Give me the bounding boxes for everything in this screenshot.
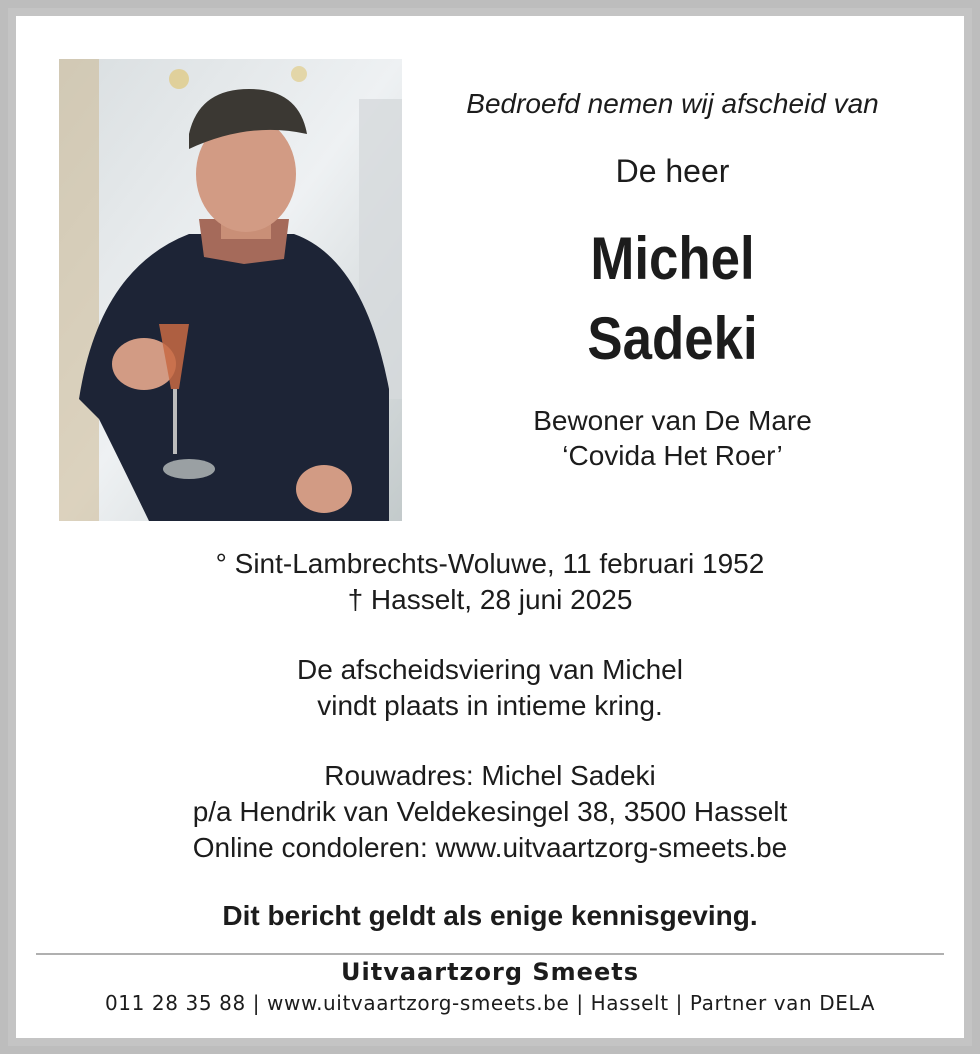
address-line-1: Rouwadres: Michel Sadeki [324, 760, 656, 791]
death-line: † Hasselt, 28 juni 2025 [347, 584, 633, 615]
funeral-company-contact: 011 28 35 88 | www.uitvaartzorg-smeets.be | Hasselt | Partner van DELA [104, 991, 875, 1015]
ceremony-line-2: vindt plaats in intieme kring. [317, 690, 663, 721]
birth-line: ° Sint-Lambrechts-Woluwe, 11 februari 1952 [215, 548, 765, 579]
ceremony-line-1: De afscheidsviering van Michel [297, 654, 683, 685]
last-name: Sadeki [587, 305, 758, 372]
notice-text: Dit bericht geldt als enige kennisgeving. [222, 900, 758, 931]
first-name: Michel [590, 225, 755, 292]
ceremony-info [0, 652, 980, 724]
honorific: De heer [615, 153, 730, 189]
intro-text: Bedroefd nemen wij afscheid van [466, 88, 879, 119]
funeral-company-name: Uitvaartzorg Smeets [341, 958, 639, 986]
online-condolence-line: Online condoleren: www.uitvaartzorg-smeets.be [192, 832, 788, 863]
mourning-address [0, 758, 980, 866]
residence-line-1: Bewoner van De Mare [533, 405, 812, 436]
portrait-illustration [59, 59, 402, 521]
life-dates [0, 546, 980, 618]
address-line-2: p/a Hendrik van Veldekesingel 38, 3500 Hasselt [192, 796, 788, 827]
portrait-photo [59, 59, 402, 521]
footer-divider [36, 953, 944, 955]
residence-info [420, 403, 925, 473]
residence-line-2: ‘Covida Het Roer’ [562, 440, 783, 471]
